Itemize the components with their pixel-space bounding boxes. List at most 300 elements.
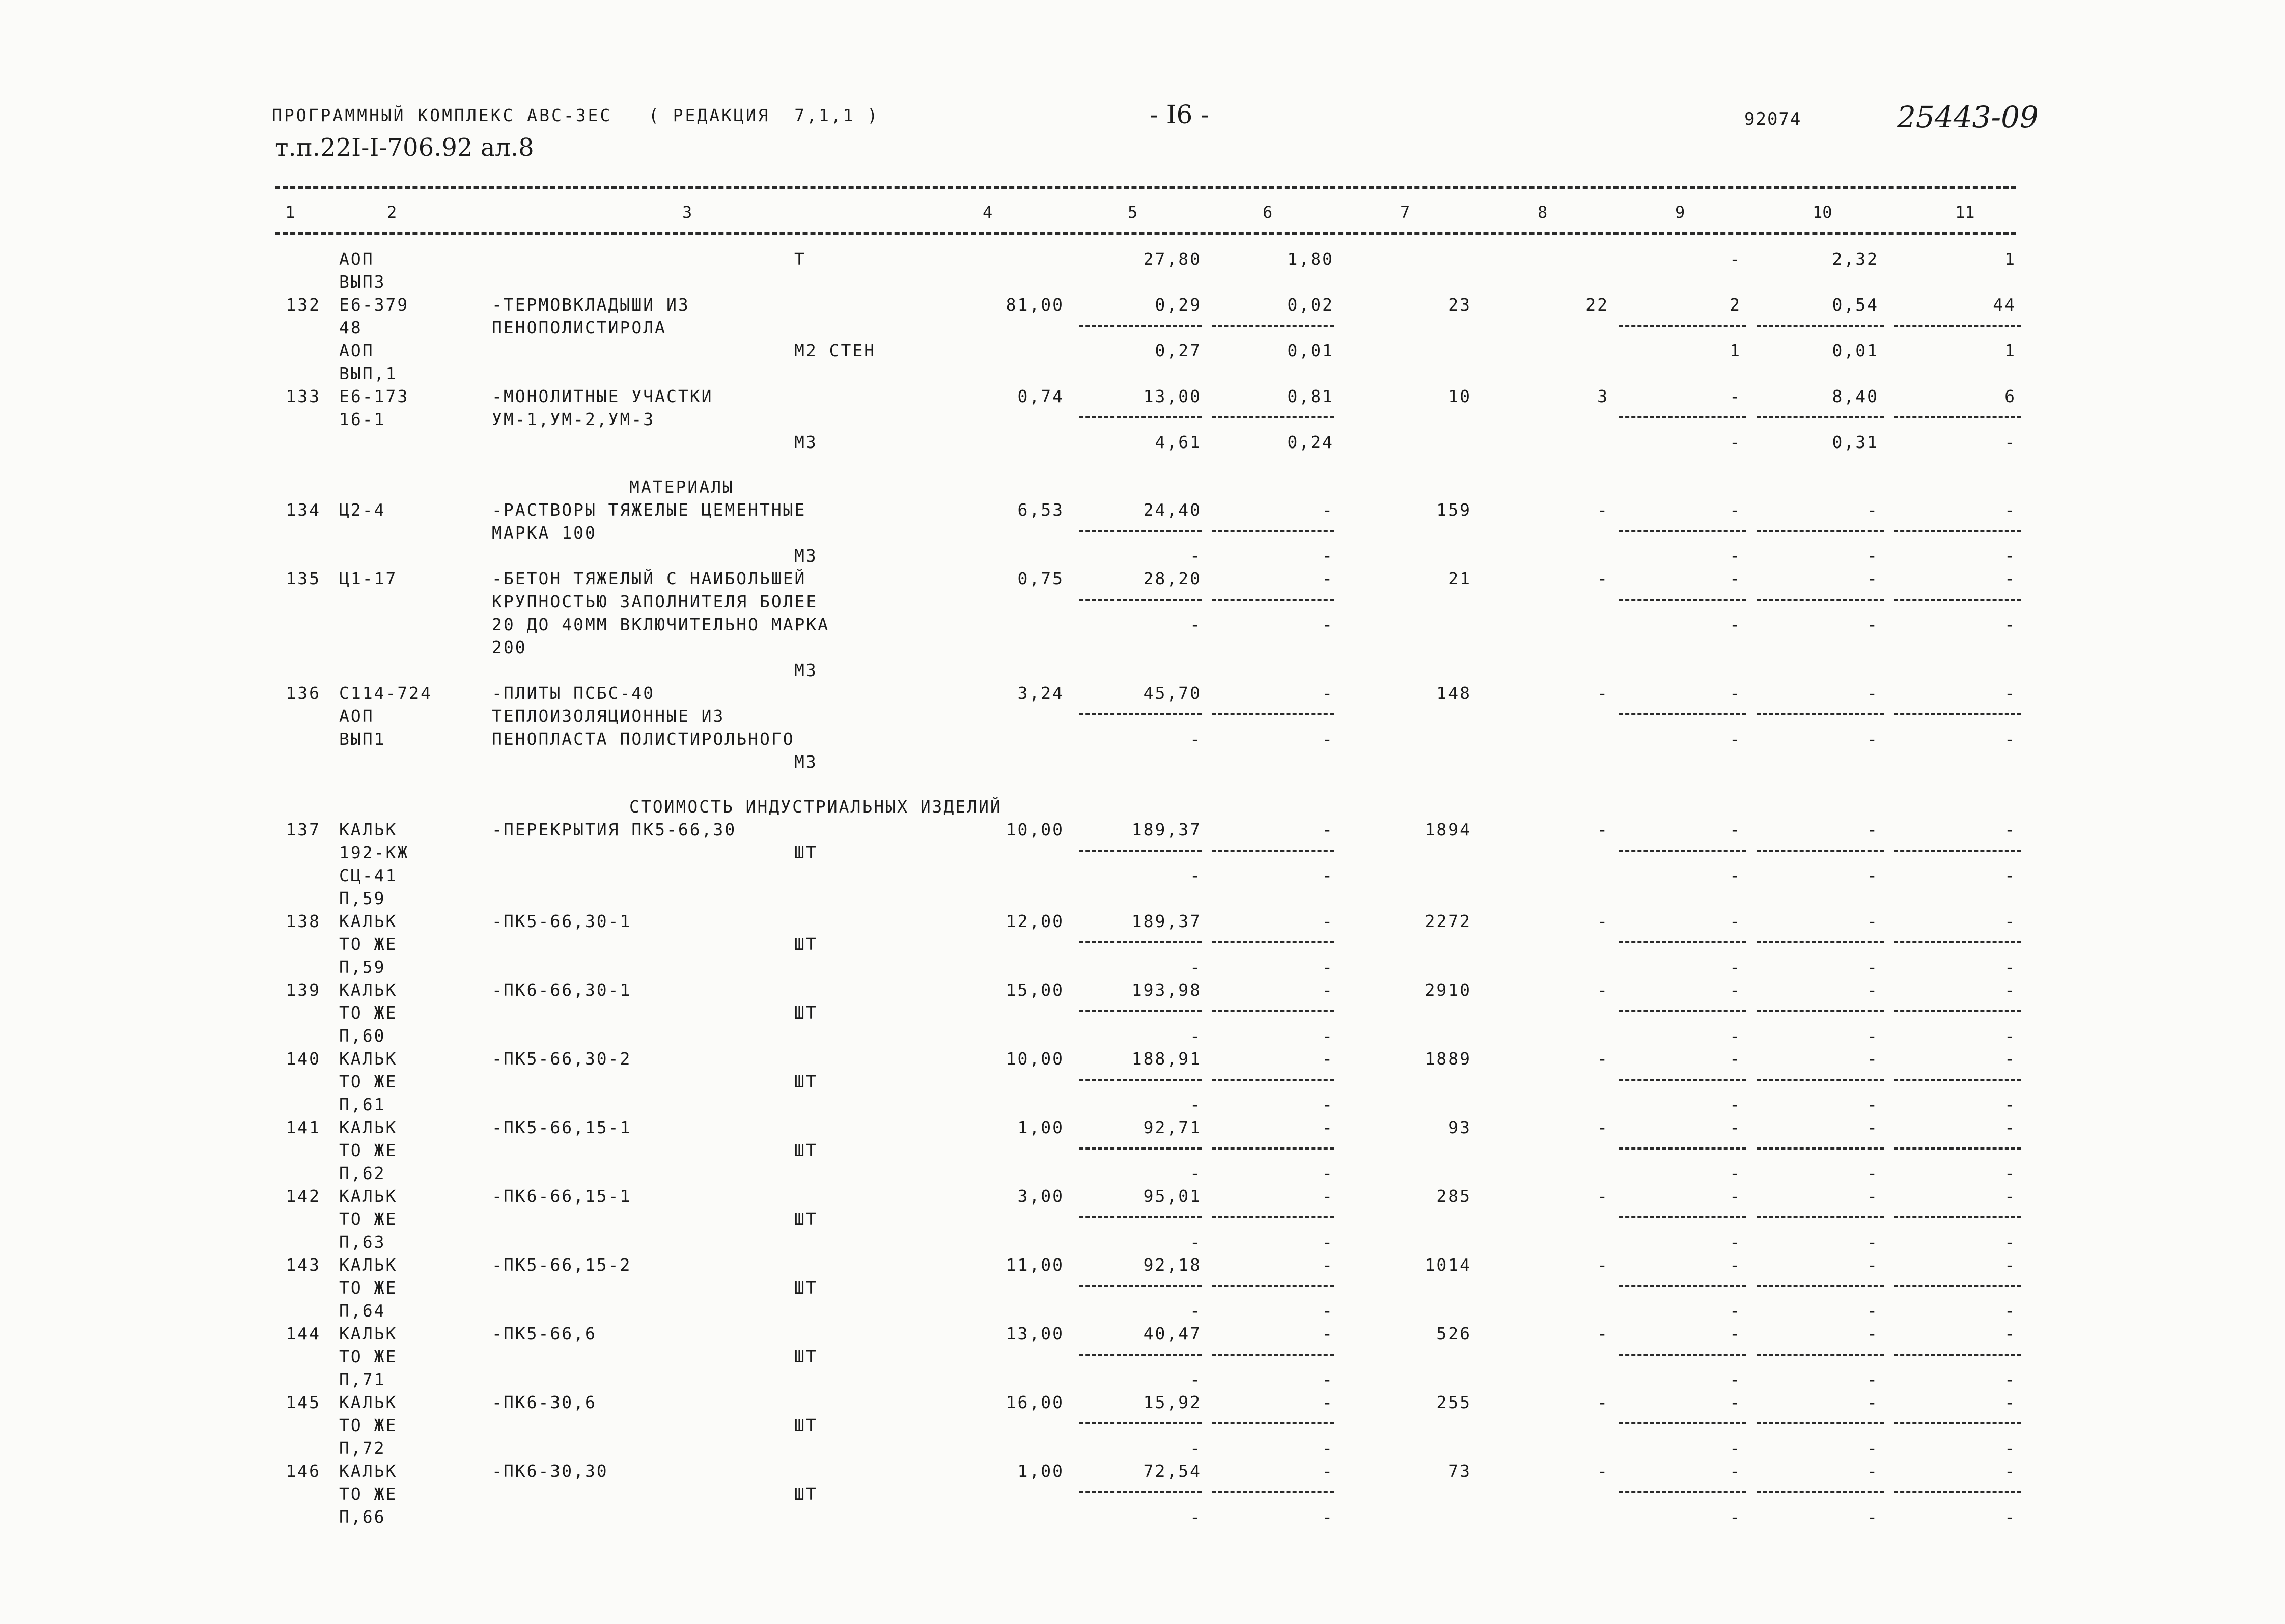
table-row (0, 1001, 2285, 1024)
description-cell: -ПК5-66,6 (492, 1324, 597, 1343)
code-cell: ТО ЖЕ (339, 1278, 398, 1298)
table-row (0, 682, 2285, 705)
col6-cell: - (1322, 1369, 1334, 1389)
unit-cell: ШТ (794, 1209, 818, 1229)
col10-cell: - (1867, 1507, 1879, 1527)
col5-cell: 24,40 (1143, 500, 1202, 520)
table-row (0, 613, 2285, 636)
code-cell: П,59 (339, 888, 386, 908)
unit-cell: М3 (794, 660, 818, 680)
table-row (0, 864, 2285, 887)
column-header-3: 3 (682, 203, 692, 222)
col5-cell: 4,61 (1155, 432, 1202, 452)
row-number: 143 (286, 1255, 321, 1275)
row-number: 132 (286, 295, 321, 315)
row-number: 139 (286, 980, 321, 1000)
col9-cell: - (1730, 1117, 1741, 1137)
col5-cell: - (1190, 1163, 1202, 1183)
col4-cell: 13,00 (1006, 1324, 1064, 1343)
col5-cell: - (1190, 1232, 1202, 1252)
description-cell: -МОНОЛИТНЫЕ УЧАСТКИ (492, 386, 713, 406)
column-header-8: 8 (1538, 203, 1548, 222)
col6-cell: - (1322, 729, 1334, 749)
col5-cell: - (1190, 729, 1202, 749)
table-row (0, 1116, 2285, 1139)
description-cell: -ПК5-66,15-2 (492, 1255, 632, 1275)
document-reference: т.п.22I-I-706.92 ал.8 (275, 133, 534, 162)
col11-cell: - (2004, 569, 2016, 589)
col9-cell: - (1730, 1301, 1741, 1321)
table-row (0, 339, 2285, 362)
row-number: 138 (286, 911, 321, 931)
description-cell: -ПЕРЕКРЫТИЯ ПК5-66,30 (492, 820, 737, 839)
code-cell: ТО ЖЕ (339, 1209, 398, 1229)
code-cell: КАЛЬК (339, 911, 398, 931)
col9-cell: - (1730, 1324, 1741, 1343)
col9-cell: - (1730, 1255, 1741, 1275)
code-cell: АОП (339, 249, 374, 269)
table-row (0, 659, 2285, 682)
col11-cell: - (2004, 1186, 2016, 1206)
table-row (0, 705, 2285, 727)
col10-cell: - (1867, 1392, 1879, 1412)
col11-cell: - (2004, 683, 2016, 703)
col4-cell: 10,00 (1006, 1049, 1064, 1069)
col5-cell: - (1190, 546, 1202, 566)
table-row (0, 270, 2285, 293)
col9-cell: - (1730, 1232, 1741, 1252)
col10-cell: - (1867, 1095, 1879, 1114)
col5-cell: 27,80 (1143, 249, 1202, 269)
description-cell: -БЕТОН ТЯЖЕЛЫЙ С НАИБОЛЬШЕЙ (492, 569, 806, 589)
table-row (0, 933, 2285, 956)
unit-cell: ШТ (794, 1415, 818, 1435)
col9-cell: - (1730, 386, 1741, 406)
col11-cell: - (2004, 865, 2016, 885)
col11-cell: - (2004, 1232, 2016, 1252)
col11-cell: 1 (2004, 341, 2016, 360)
col9-cell: 2 (1730, 295, 1741, 315)
description-cell: 200 (492, 637, 527, 657)
code-cell: КАЛЬК (339, 1255, 398, 1275)
col5-cell: - (1190, 957, 1202, 977)
col9-cell: - (1730, 980, 1741, 1000)
col11-cell: 1 (2004, 249, 2016, 269)
col7-cell: 2272 (1425, 911, 1471, 931)
col10-cell: - (1867, 1186, 1879, 1206)
col11-cell: - (2004, 957, 2016, 977)
col4-cell: 10,00 (1006, 820, 1064, 839)
table-row (0, 431, 2285, 454)
table-row (0, 1437, 2285, 1460)
table-row (0, 841, 2285, 864)
description-cell: -ПК6-66,30-1 (492, 980, 632, 1000)
unit-cell: ШТ (794, 934, 818, 954)
col10-cell: - (1867, 683, 1879, 703)
col8-cell: - (1597, 1392, 1609, 1412)
col7-cell: 526 (1436, 1324, 1471, 1343)
row-number: 140 (286, 1049, 321, 1069)
table-row (0, 910, 2285, 933)
col5-cell: - (1190, 865, 1202, 885)
table-row (0, 978, 2285, 1001)
table-row (0, 1299, 2285, 1322)
code-cell: КАЛЬК (339, 820, 398, 839)
col11-cell: - (2004, 1392, 2016, 1412)
col9-cell: - (1730, 865, 1741, 885)
code-cell: Е6-173 (339, 386, 409, 406)
table-row (0, 247, 2285, 270)
description-cell: -ПК6-30,6 (492, 1392, 597, 1412)
col10-cell: 0,01 (1832, 341, 1879, 360)
code-cell: КАЛЬК (339, 1324, 398, 1343)
table-row (0, 1185, 2285, 1208)
code-cell: П,64 (339, 1301, 386, 1321)
table-row (0, 1391, 2285, 1414)
col4-cell: 3,00 (1017, 1186, 1064, 1206)
table-row (0, 521, 2285, 544)
code-cell: СЦ-41 (339, 865, 398, 885)
table-row (0, 475, 2285, 498)
code-cell: КАЛЬК (339, 1117, 398, 1137)
col4-cell: 81,00 (1006, 295, 1064, 315)
col6-cell: - (1322, 1163, 1334, 1183)
col8-cell: - (1597, 980, 1609, 1000)
col10-cell: - (1867, 1461, 1879, 1481)
col6-cell: 0,01 (1287, 341, 1334, 360)
col7-cell: 2910 (1425, 980, 1471, 1000)
col10-cell: - (1867, 1232, 1879, 1252)
code-cell: П,66 (339, 1507, 386, 1527)
col4-cell: 6,53 (1017, 500, 1064, 520)
description-cell: -ПК6-30,30 (492, 1461, 608, 1481)
col7-cell: 1889 (1425, 1049, 1471, 1069)
description-cell: -ПК5-66,15-1 (492, 1117, 632, 1137)
col10-cell: - (1867, 957, 1879, 977)
unit-cell: ШТ (794, 1484, 818, 1504)
code-cell: КАЛЬК (339, 1186, 398, 1206)
description-cell: УМ-1,УМ-2,УМ-3 (492, 409, 655, 429)
col8-cell: - (1597, 1255, 1609, 1275)
code-cell: П,61 (339, 1095, 386, 1114)
col9-cell: - (1730, 729, 1741, 749)
col9-cell: - (1730, 683, 1741, 703)
col4-cell: 1,00 (1017, 1117, 1064, 1137)
table-row (0, 362, 2285, 385)
col5-cell: - (1190, 1369, 1202, 1389)
table-row (0, 1070, 2285, 1093)
unit-cell: ШТ (794, 1278, 818, 1298)
col7-cell: 1014 (1425, 1255, 1471, 1275)
handwritten-stamp: 25443-09 (1897, 100, 2039, 134)
col7-cell: 1894 (1425, 820, 1471, 839)
col4-cell: 3,24 (1017, 683, 1064, 703)
code-cell: Ц2-4 (339, 500, 386, 520)
col5-cell: - (1190, 1438, 1202, 1458)
table-row (0, 1139, 2285, 1162)
unit-cell: ШТ (794, 1347, 818, 1366)
col6-cell: - (1322, 1186, 1334, 1206)
col10-cell: 0,54 (1832, 295, 1879, 315)
section-title: МАТЕРИАЛЫ (629, 477, 734, 497)
table-top-rule (275, 186, 2016, 189)
unit-cell: ШТ (794, 1140, 818, 1160)
table-row (0, 750, 2285, 773)
description-cell: ТЕПЛОИЗОЛЯЦИОННЫЕ ИЗ (492, 706, 725, 726)
col6-cell: - (1322, 1095, 1334, 1114)
section-title: СТОИМОСТЬ ИНДУСТРИАЛЬНЫХ ИЗДЕЛИЙ (629, 797, 1002, 817)
col9-cell: - (1730, 569, 1741, 589)
col8-cell: - (1597, 1324, 1609, 1343)
col5-cell: 95,01 (1143, 1186, 1202, 1206)
description-cell: ПЕНОПОЛИСТИРОЛА (492, 318, 667, 338)
col7-cell: 21 (1448, 569, 1471, 589)
table-row (0, 408, 2285, 431)
table-row (0, 293, 2285, 316)
col11-cell: - (2004, 911, 2016, 931)
table-row (0, 1505, 2285, 1528)
code-cell: 192-КЖ (339, 843, 409, 862)
code-cell: ТО ЖЕ (339, 934, 398, 954)
table-row (0, 956, 2285, 978)
col11-cell: - (2004, 1049, 2016, 1069)
table-row (0, 1482, 2285, 1505)
table-row (0, 1230, 2285, 1253)
code-cell: ВЫП,1 (339, 363, 398, 383)
code-cell: ВЫП1 (339, 729, 386, 749)
row-number: 134 (286, 500, 321, 520)
description-cell: -ТЕРМОВКЛАДЫШИ ИЗ (492, 295, 690, 315)
col11-cell: - (2004, 1438, 2016, 1458)
col8-cell: - (1597, 1117, 1609, 1137)
col6-cell: - (1322, 911, 1334, 931)
col10-cell: - (1867, 1117, 1879, 1137)
code-cell: П,62 (339, 1163, 386, 1183)
col11-cell: - (2004, 1301, 2016, 1321)
col7-cell: 159 (1436, 500, 1471, 520)
table-row (0, 567, 2285, 590)
code-cell: АОП (339, 706, 374, 726)
row-number: 146 (286, 1461, 321, 1481)
col8-cell: - (1597, 500, 1609, 520)
table-row (0, 1253, 2285, 1276)
description-cell: МАРКА 100 (492, 523, 597, 543)
table-row (0, 887, 2285, 910)
col11-cell: - (2004, 614, 2016, 634)
row-number: 135 (286, 569, 321, 589)
code-cell: П,63 (339, 1232, 386, 1252)
program-title: ПРОГРАММНЫЙ КОМПЛЕКС АВС-3ЕС ( РЕДАКЦИЯ 7,1,1 ) (272, 105, 880, 125)
code-cell: ТО ЖЕ (339, 1003, 398, 1023)
column-header-2: 2 (387, 203, 397, 222)
unit-cell: ШТ (794, 1003, 818, 1023)
col8-cell: - (1597, 569, 1609, 589)
col7-cell: 93 (1448, 1117, 1471, 1137)
code-cell: П,72 (339, 1438, 386, 1458)
col11-cell: - (2004, 1255, 2016, 1275)
row-number: 137 (286, 820, 321, 839)
col11-cell: - (2004, 1095, 2016, 1114)
col11-cell: - (2004, 1461, 2016, 1481)
table-row (0, 1414, 2285, 1437)
col5-cell: 188,91 (1131, 1049, 1202, 1069)
col8-cell: - (1597, 911, 1609, 931)
col6-cell: - (1322, 1392, 1334, 1412)
description-cell: ПЕНОПЛАСТА ПОЛИСТИРОЛЬНОГО (492, 729, 795, 749)
col5-cell: - (1190, 1095, 1202, 1114)
col6-cell: - (1322, 1117, 1334, 1137)
col8-cell: 22 (1585, 295, 1609, 315)
col10-cell: - (1867, 1049, 1879, 1069)
unit-cell: М3 (794, 546, 818, 566)
col6-cell: - (1322, 1232, 1334, 1252)
col9-cell: - (1730, 546, 1741, 566)
col5-cell: 189,37 (1131, 911, 1202, 931)
col8-cell: - (1597, 1461, 1609, 1481)
col5-cell: 72,54 (1143, 1461, 1202, 1481)
row-number: 144 (286, 1324, 321, 1343)
table-header-rule (275, 232, 2016, 235)
description-cell: 20 ДО 40ММ ВКЛЮЧИТЕЛЬНО МАРКА (492, 614, 830, 634)
col5-cell: - (1190, 1026, 1202, 1046)
col6-cell: - (1322, 1255, 1334, 1275)
col11-cell: - (2004, 820, 2016, 839)
unit-cell: Т (794, 249, 806, 269)
col5-cell: 92,18 (1143, 1255, 1202, 1275)
column-header-4: 4 (983, 203, 993, 222)
col5-cell: 13,00 (1143, 386, 1202, 406)
col6-cell: - (1322, 569, 1334, 589)
code-cell: КАЛЬК (339, 1049, 398, 1069)
description-cell: -ПК5-66,30-2 (492, 1049, 632, 1069)
col6-cell: - (1322, 1461, 1334, 1481)
col5-cell: 15,92 (1143, 1392, 1202, 1412)
col9-cell: - (1730, 500, 1741, 520)
column-header-9: 9 (1675, 203, 1685, 222)
code-cell: П,59 (339, 957, 386, 977)
col9-cell: - (1730, 1507, 1741, 1527)
column-header-7: 7 (1400, 203, 1410, 222)
description-cell: -ПК5-66,30-1 (492, 911, 632, 931)
col9-cell: - (1730, 614, 1741, 634)
col6-cell: - (1322, 500, 1334, 520)
document-code: 92074 (1744, 109, 1802, 129)
col7-cell: 255 (1436, 1392, 1471, 1412)
col10-cell: - (1867, 1438, 1879, 1458)
col5-cell: 28,20 (1143, 569, 1202, 589)
table-row (0, 590, 2285, 613)
col9-cell: - (1730, 432, 1741, 452)
col10-cell: 2,32 (1832, 249, 1879, 269)
code-cell: С114-724 (339, 683, 432, 703)
col9-cell: - (1730, 1461, 1741, 1481)
col5-cell: 189,37 (1131, 820, 1202, 839)
col8-cell: - (1597, 1186, 1609, 1206)
col11-cell: - (2004, 1026, 2016, 1046)
col9-cell: - (1730, 249, 1741, 269)
col6-cell: - (1322, 1438, 1334, 1458)
code-cell: 48 (339, 318, 363, 338)
col7-cell: 10 (1448, 386, 1471, 406)
col8-cell: - (1597, 820, 1609, 839)
table-row (0, 1162, 2285, 1185)
description-cell: КРУПНОСТЬЮ ЗАПОЛНИТЕЛЯ БОЛЕЕ (492, 592, 818, 611)
column-header-1: 1 (285, 203, 295, 222)
col6-cell: - (1322, 1507, 1334, 1527)
unit-cell: ШТ (794, 843, 818, 862)
table-row (0, 1322, 2285, 1345)
col11-cell: - (2004, 1324, 2016, 1343)
col5-cell: 0,27 (1155, 341, 1202, 360)
col10-cell: 8,40 (1832, 386, 1879, 406)
col5-cell: - (1190, 1301, 1202, 1321)
col9-cell: - (1730, 820, 1741, 839)
col5-cell: 40,47 (1143, 1324, 1202, 1343)
code-cell: АОП (339, 341, 374, 360)
code-cell: ТО ЖЕ (339, 1415, 398, 1435)
table-row (0, 1093, 2285, 1116)
table-row (0, 1024, 2285, 1047)
col9-cell: - (1730, 1369, 1741, 1389)
table-row (0, 795, 2285, 818)
row-number: 145 (286, 1392, 321, 1412)
col6-cell: - (1322, 980, 1334, 1000)
col9-cell: 1 (1730, 341, 1741, 360)
col10-cell: - (1867, 820, 1879, 839)
col4-cell: 0,75 (1017, 569, 1064, 589)
col10-cell: - (1867, 729, 1879, 749)
col10-cell: - (1867, 865, 1879, 885)
column-header-11: 11 (1955, 203, 1975, 222)
page-number: - I6 - (1150, 100, 1210, 129)
col5-cell: 92,71 (1143, 1117, 1202, 1137)
code-cell: ТО ЖЕ (339, 1347, 398, 1366)
col11-cell: - (2004, 1507, 2016, 1527)
col11-cell: - (2004, 546, 2016, 566)
table-row (0, 1208, 2285, 1230)
table-row (0, 1460, 2285, 1482)
col5-cell: 45,70 (1143, 683, 1202, 703)
col8-cell: 3 (1597, 386, 1609, 406)
col4-cell: 0,74 (1017, 386, 1064, 406)
col10-cell: - (1867, 1255, 1879, 1275)
col6-cell: - (1322, 614, 1334, 634)
col5-cell: - (1190, 1507, 1202, 1527)
col6-cell: - (1322, 1026, 1334, 1046)
description-cell: -РАСТВОРЫ ТЯЖЕЛЫЕ ЦЕМЕНТНЫЕ (492, 500, 806, 520)
col6-cell: 0,24 (1287, 432, 1334, 452)
col8-cell: - (1597, 1049, 1609, 1069)
code-cell: 16-1 (339, 409, 386, 429)
table-row (0, 1368, 2285, 1391)
col11-cell: - (2004, 1117, 2016, 1137)
col11-cell: - (2004, 729, 2016, 749)
col11-cell: - (2004, 980, 2016, 1000)
row-number: 133 (286, 386, 321, 406)
col7-cell: 148 (1436, 683, 1471, 703)
col4-cell: 12,00 (1006, 911, 1064, 931)
col9-cell: - (1730, 1163, 1741, 1183)
col7-cell: 73 (1448, 1461, 1471, 1481)
code-cell: КАЛЬК (339, 1461, 398, 1481)
table-row (0, 1345, 2285, 1368)
col7-cell: 285 (1436, 1186, 1471, 1206)
col6-cell: - (1322, 683, 1334, 703)
col6-cell: - (1322, 1049, 1334, 1069)
col4-cell: 16,00 (1006, 1392, 1064, 1412)
col6-cell: - (1322, 865, 1334, 885)
row-number: 141 (286, 1117, 321, 1137)
